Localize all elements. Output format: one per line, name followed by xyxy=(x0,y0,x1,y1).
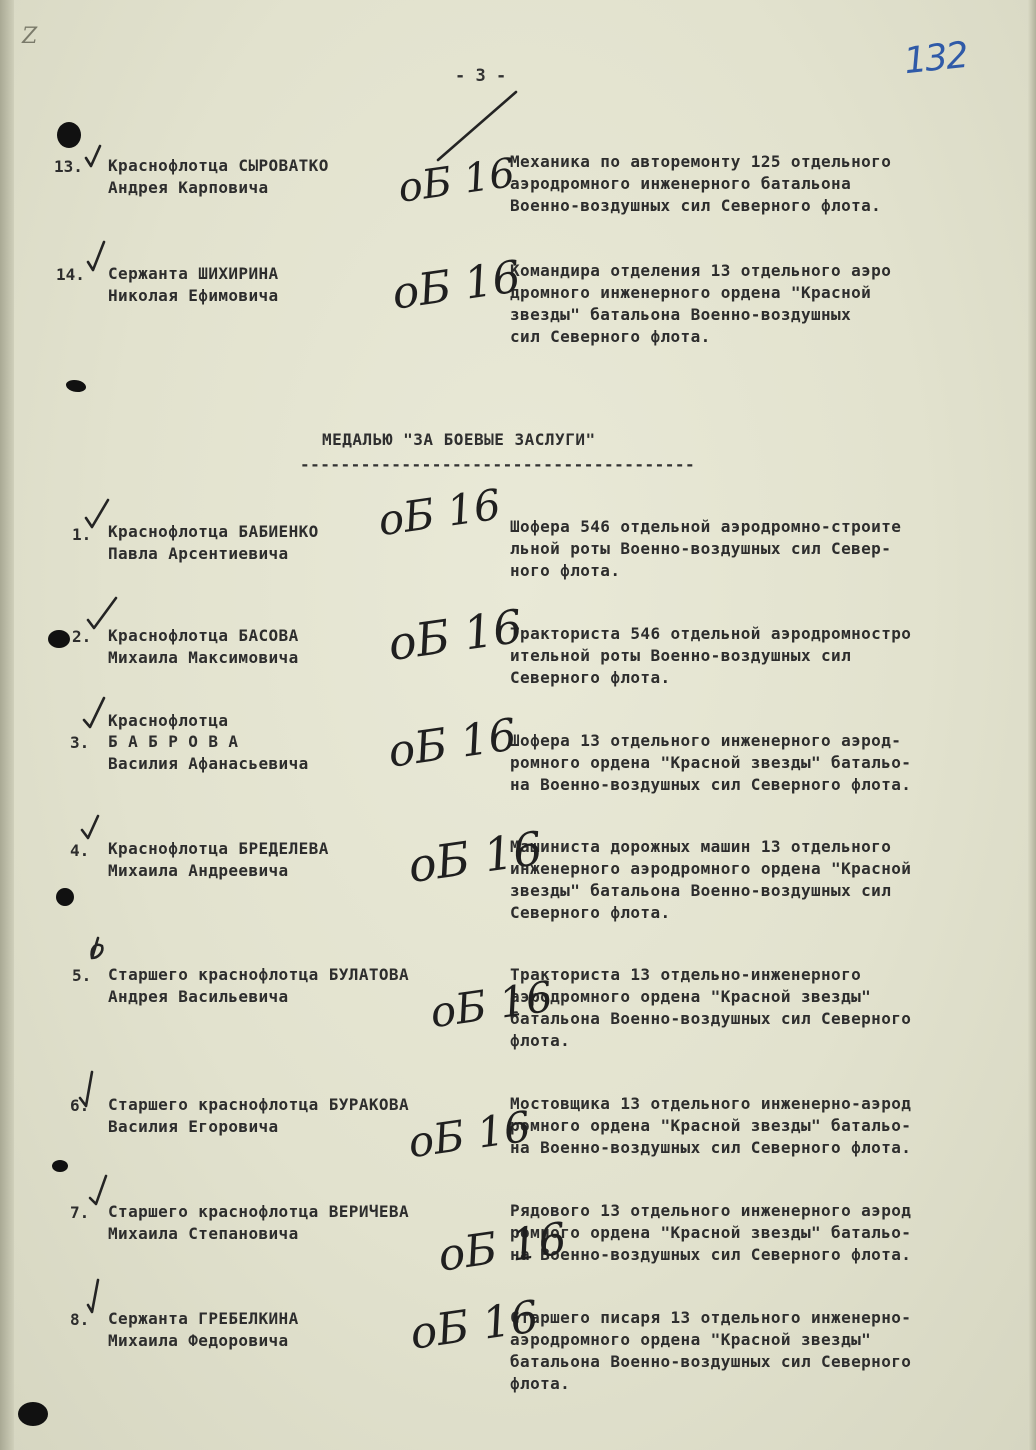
entry-description-line: звезды" батальона Военно-воздушных сил xyxy=(510,881,892,900)
check-mark xyxy=(84,698,104,727)
entry-description-line: Шофера 546 отдельной аэродромно-строите xyxy=(510,517,902,536)
check-mark xyxy=(92,938,103,958)
entry-name-line: Сержанта ГРЕБЕЛКИНА xyxy=(108,1309,299,1328)
entry-description-line: ительной роты Военно-воздушных сил xyxy=(510,646,852,665)
check-mark xyxy=(88,242,104,270)
entry-name-line: Михаила Федоровича xyxy=(108,1331,289,1350)
entry-description-line: Северного флота. xyxy=(510,668,671,687)
entry-name-line: Краснофлотца БРЕДЕЛЕВА xyxy=(108,839,329,858)
handwritten-annotation: оБ 16 xyxy=(385,709,520,778)
handwritten-annotation: оБ 16 xyxy=(395,150,518,212)
signature-stroke xyxy=(438,92,516,160)
entry-name-line: Николая Ефимовича xyxy=(108,286,279,305)
entry-name-line: Краснофлотца СЫРОВАТКО xyxy=(108,156,329,175)
entry-description-line: ного флота. xyxy=(510,561,621,580)
entry-description-line: на Военно-воздушных сил Северного флота. xyxy=(510,1245,912,1264)
entry-description-line: флота. xyxy=(510,1374,571,1393)
entry-name-line: Б А Б Р О В А xyxy=(108,732,239,751)
check-mark xyxy=(86,146,100,166)
check-mark xyxy=(86,500,108,527)
entry-name-line: Михаила Степановича xyxy=(108,1224,299,1243)
check-mark xyxy=(90,1176,106,1204)
entry-number: 13. xyxy=(54,157,83,176)
entry-description-line: сил Северного флота. xyxy=(510,327,711,346)
entry-description-line: Рядового 13 отдельного инженерного аэрод xyxy=(510,1201,912,1220)
entry-description-line: на Военно-воздушных сил Северного флота. xyxy=(510,1138,912,1157)
entry-name-line: Андрея Васильевича xyxy=(108,987,289,1006)
entry-description-line: Шофера 13 отдельного инженерного аэрод- xyxy=(510,731,902,750)
entry-name-line: Андрея Карповича xyxy=(108,178,269,197)
handwritten-annotation: оБ 16 xyxy=(375,479,504,546)
archive-sheet-number: 132 xyxy=(902,34,969,83)
entry-number: 6. xyxy=(70,1096,90,1115)
section-heading: МЕДАЛЬЮ "ЗА БОЕВЫЕ ЗАСЛУГИ" xyxy=(322,430,596,449)
check-mark xyxy=(88,598,116,628)
entry-name-line: Краснофлотца БАБИЕНКО xyxy=(108,522,319,541)
entry-description-line: аэродромного инженерного батальона xyxy=(510,174,852,193)
entry-description-line: Тракториста 546 отдельной аэродромностро xyxy=(510,624,912,643)
entry-name-line: Василия Афанасьевича xyxy=(108,754,309,773)
entry-number: 2. xyxy=(72,627,92,646)
handwritten-annotation: оБ 16 xyxy=(435,1213,570,1282)
check-mark xyxy=(82,816,98,838)
entry-description-line: ромного ордена "Красной звезды" батальо- xyxy=(510,1116,912,1135)
entry-name-line: Краснофлотца БАСОВА xyxy=(108,626,299,645)
check-mark xyxy=(88,1280,98,1312)
entry-description-line: ромного ордена "Красной звезды" батальо- xyxy=(510,1223,912,1242)
check-mark xyxy=(80,1072,92,1106)
entry-number: 14. xyxy=(56,265,85,284)
entry-description-line: Машиниста дорожных машин 13 отдельного xyxy=(510,837,892,856)
entry-name-line: Павла Арсентиевича xyxy=(108,544,289,563)
section-underline: --------------------------------------- xyxy=(300,455,696,474)
entry-description-line: батальона Военно-воздушных сил Северного xyxy=(510,1352,912,1371)
entry-number: 3. xyxy=(70,733,90,752)
entry-description-line: льной роты Военно-воздушных сил Север- xyxy=(510,539,892,558)
entry-name-line: Михаила Максимовича xyxy=(108,648,299,667)
entry-description-line: звезды" батальона Военно-воздушных xyxy=(510,305,852,324)
entry-number: 1. xyxy=(72,525,92,544)
entry-name-line: Василия Егоровича xyxy=(108,1117,279,1136)
entry-description-line: аэродромного ордена "Красной звезды" xyxy=(510,1330,872,1349)
entry-description-line: Командира отделения 13 отдельного аэро xyxy=(510,261,892,280)
entry-number: 8. xyxy=(70,1310,90,1329)
entry-description-line: Механика по авторемонту 125 отдельного xyxy=(510,152,892,171)
handwritten-annotation: оБ 16 xyxy=(407,1291,542,1360)
entry-description-line: батальона Военно-воздушных сил Северного xyxy=(510,1009,912,1028)
handwritten-annotation: оБ 16 xyxy=(404,820,546,894)
handwritten-annotation: оБ 16 xyxy=(405,1101,534,1168)
entry-description-line: Северного флота. xyxy=(510,903,671,922)
handwritten-annotation: оБ 16 xyxy=(427,971,556,1038)
entry-name-line: Сержанта ШИХИРИНА xyxy=(108,264,279,283)
handwritten-annotation: оБ 16 xyxy=(384,598,526,672)
entry-description-line: на Военно-воздушных сил Северного флота. xyxy=(510,775,912,794)
entry-description-line: Военно-воздушных сил Северного флота. xyxy=(510,196,882,215)
corner-pencil-mark: Z xyxy=(22,24,38,49)
entry-description-line: Старшего писаря 13 отдельного инженерно- xyxy=(510,1308,912,1327)
entry-number: 7. xyxy=(70,1203,90,1222)
entry-name-line: Михаила Андреевича xyxy=(108,861,289,880)
entry-name-line: Старшего краснофлотца БУЛАТОВА xyxy=(108,965,409,984)
entry-description-line: флота. xyxy=(510,1031,571,1050)
entry-description-line: инженерного аэродромного ордена "Красной xyxy=(510,859,912,878)
entry-description-line: дромного инженерного ордена "Красной xyxy=(510,283,872,302)
entry-description-line: аэродромного ордена "Красной звезды" xyxy=(510,987,872,1006)
page-number: - 3 - xyxy=(455,66,507,86)
entry-description-line: Мостовщика 13 отдельного инженерно-аэрод xyxy=(510,1094,912,1113)
entry-number: 5. xyxy=(72,966,92,985)
handwritten-annotation: оБ 16 xyxy=(389,251,524,320)
entry-name-line: Краснофлотца xyxy=(108,711,229,730)
entry-description-line: ромного ордена "Красной звезды" батальо- xyxy=(510,753,912,772)
entry-number: 4. xyxy=(70,841,90,860)
entry-description-line: Тракториста 13 отдельно-инженерного xyxy=(510,965,862,984)
entry-name-line: Старшего краснофлотца БУРАКОВА xyxy=(108,1095,409,1114)
entry-name-line: Старшего краснофлотца ВЕРИЧЕВА xyxy=(108,1202,409,1221)
